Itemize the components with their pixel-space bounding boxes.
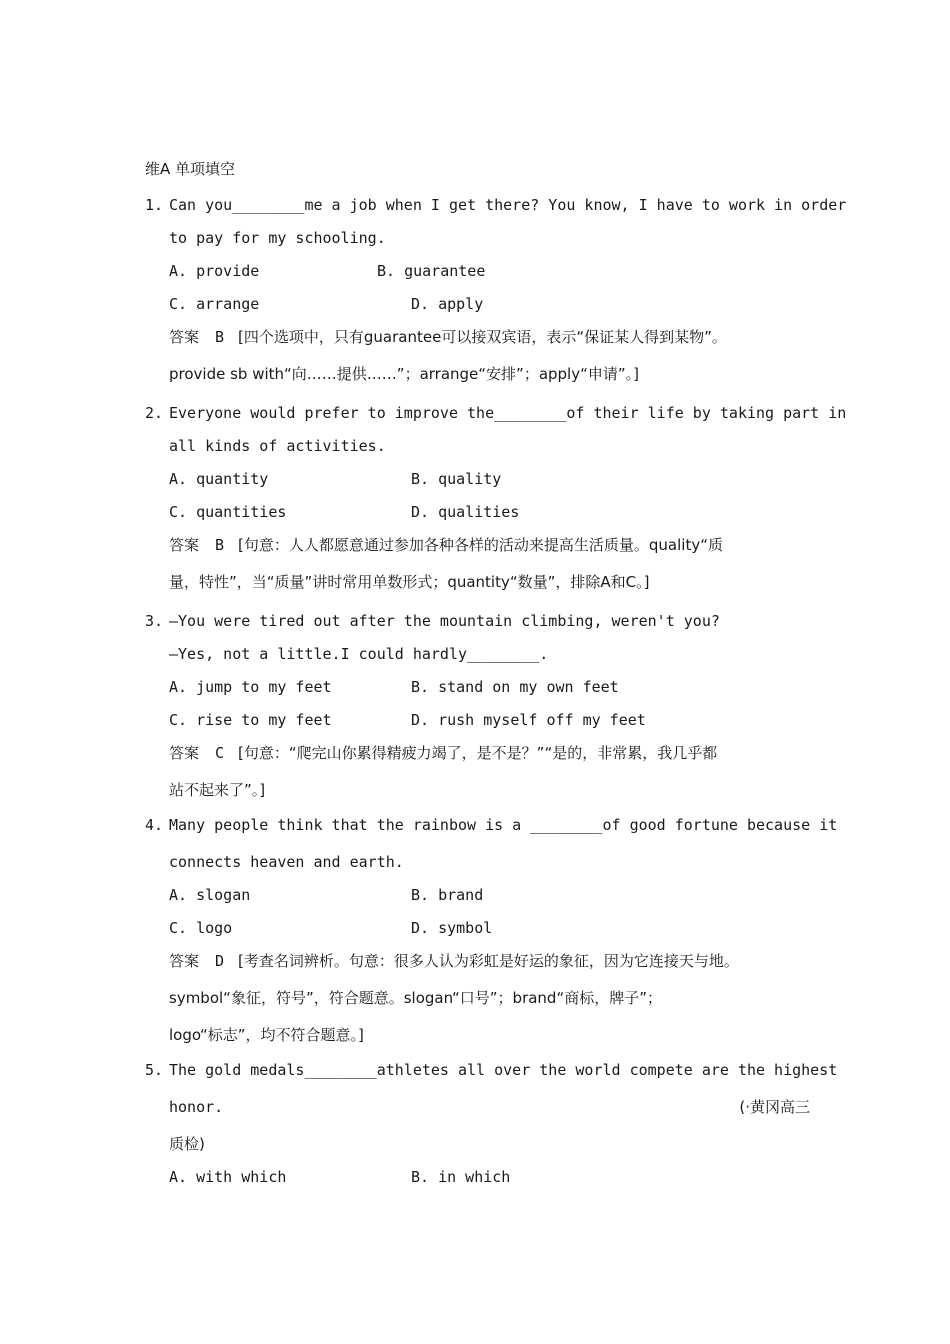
explanation-text: 站不起来了”。] — [169, 781, 266, 799]
option-row — [145, 710, 810, 743]
option-d: D. apply — [411, 295, 484, 313]
explanation-text: 量，特性”，当“质量”讲时常用单数形式；quantity“数量”，排除A和C。] — [169, 573, 650, 591]
option-row — [145, 677, 810, 710]
question-stem-line: —Yes, not a little.I could hardly________. — [169, 645, 549, 663]
option-row — [145, 469, 810, 502]
question-stem-line: 5. The gold medals________athletes all over the world compete are the highest — [145, 1061, 838, 1079]
explanation-text: [句意：人人都愿意通过参加各种各样的活动来提高生活质量。quality“质 — [238, 536, 723, 554]
answer-line — [145, 535, 810, 572]
explanation-text: [四个选项中，只有guarantee可以接双宾语，表示“保证某人得到某物”。 — [238, 328, 727, 346]
answer-label: 答案 — [169, 744, 200, 762]
option-c: C. arrange — [169, 295, 260, 313]
explanation-text: [句意：“爬完山你累得精疲力竭了，是不是？”“是的，非常累，我几乎都 — [238, 744, 718, 762]
option-a: A. quantity — [169, 470, 269, 488]
question-5 — [145, 1060, 838, 1200]
option-d: D. symbol — [411, 919, 493, 937]
option-row — [145, 502, 810, 535]
explanation-text: [考查名词辨析。句意：很多人认为彩虹是好运的象征，因为它连接天与地。 — [238, 952, 739, 970]
option-a: A. slogan — [169, 886, 251, 904]
question-number: 3. — [145, 612, 164, 630]
option-a: A. jump to my feet — [169, 678, 332, 696]
option-a: A. with which — [169, 1168, 287, 1186]
option-b: B. guarantee — [377, 262, 486, 280]
answer-letter: D — [215, 952, 225, 970]
answer-letter: C — [215, 744, 225, 762]
question-2 — [145, 403, 847, 605]
explanation-text: provide sb with“向……提供……”；arrange“安排”；apply“申请”。] — [169, 365, 639, 383]
question-number: 5. — [145, 1061, 164, 1079]
question-stem-line: 1. Can you________me a job when I get there? You know, I have to work in order — [145, 196, 847, 214]
answer-line — [145, 743, 810, 780]
option-row — [145, 261, 810, 294]
question-stem-line: all kinds of activities. — [169, 437, 386, 455]
answer-letter: B — [215, 328, 225, 346]
question-stem-line: 4. Many people think that the rainbow is a ________of good fortune because it — [145, 816, 838, 834]
question-stem-line: to pay for my schooling. — [169, 229, 386, 247]
answer-label: 答案 — [169, 328, 200, 346]
answer-line — [145, 951, 810, 988]
answer-line — [145, 327, 810, 364]
option-row — [145, 885, 810, 918]
question-4 — [145, 815, 838, 1058]
explanation-text: symbol“象征，符号”，符合题意。slogan“口号”；brand“商标，牌子”； — [169, 989, 662, 1007]
question-stem-line: 2. Everyone would prefer to improve the________of their life by taking part in — [145, 404, 847, 422]
question-number: 1. — [145, 196, 164, 214]
option-c: C. rise to my feet — [169, 711, 332, 729]
option-row — [145, 1167, 810, 1200]
option-b: B. quality — [411, 470, 502, 488]
question-stem-line: honor. (·黄冈高三 — [145, 1097, 810, 1134]
option-c: C. logo — [169, 919, 233, 937]
question-number: 4. — [145, 816, 164, 834]
question-stem-line: connects heaven and earth. — [169, 853, 404, 871]
option-c: C. quantities — [169, 503, 287, 521]
explanation-text: logo“标志”，均不符合题意。] — [169, 1026, 364, 1044]
question-3 — [145, 611, 810, 813]
question-1 — [145, 195, 847, 397]
option-a: A. provide — [169, 262, 260, 280]
answer-label: 答案 — [169, 536, 200, 554]
question-number: 2. — [145, 404, 164, 422]
option-b: B. stand on my own feet — [411, 678, 619, 696]
answer-letter: B — [215, 536, 225, 554]
question-stem-line: 3. —You were tired out after the mountain climbing, weren't you? — [145, 612, 720, 630]
question-source: (·黄冈高三 — [739, 1098, 810, 1116]
question-source-cont: 质检) — [169, 1135, 205, 1153]
answer-label: 答案 — [169, 952, 200, 970]
option-d: D. qualities — [411, 503, 520, 521]
section-title: 维A 单项填空 — [145, 160, 236, 178]
option-d: D. rush myself off my feet — [411, 711, 646, 729]
option-row — [145, 294, 810, 327]
option-b: B. brand — [411, 886, 484, 904]
option-b: B. in which — [411, 1168, 511, 1186]
option-row — [145, 918, 810, 951]
